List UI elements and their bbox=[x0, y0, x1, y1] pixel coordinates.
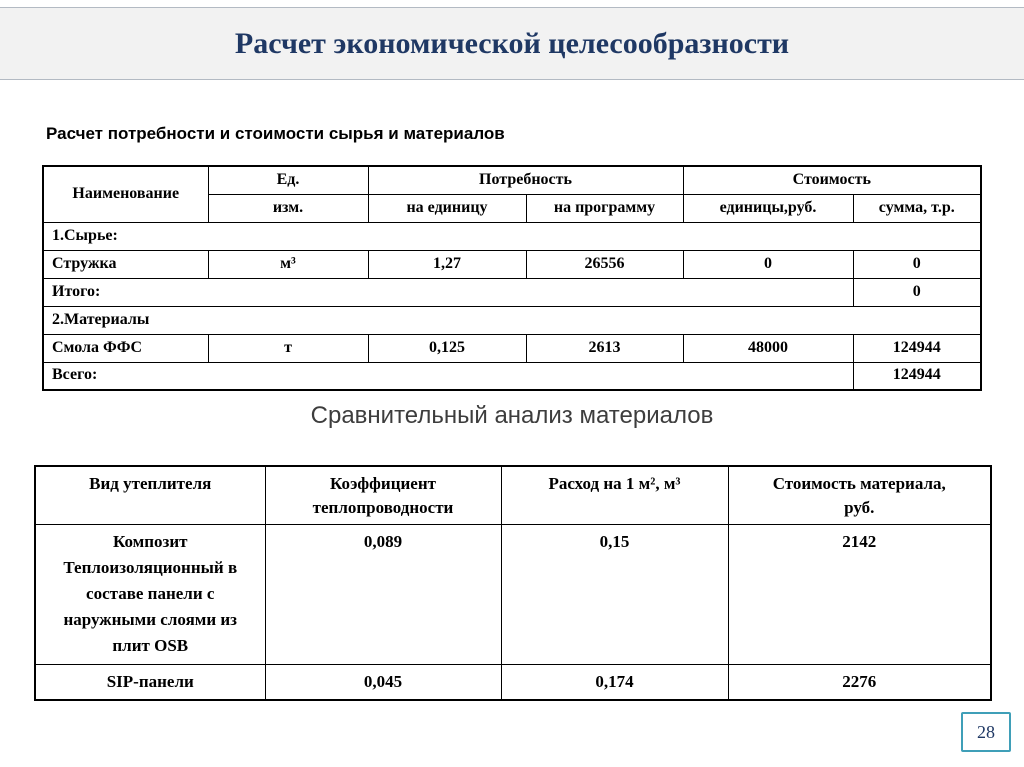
cell-per-unit: 1,27 bbox=[368, 250, 526, 278]
cell-consumption: 0,15 bbox=[501, 525, 728, 665]
total-row-vsego bbox=[43, 362, 981, 390]
cell-per-program: 2613 bbox=[526, 334, 683, 362]
total-value: 0 bbox=[853, 278, 981, 306]
comparison-section-heading: Сравнительный анализ материалов bbox=[310, 402, 714, 429]
t1-header-cost: Стоимость bbox=[683, 166, 981, 194]
materials-table bbox=[42, 165, 982, 391]
cell-total: 0 bbox=[853, 250, 981, 278]
total-label: Всего: bbox=[43, 362, 853, 390]
t1-header-unit-top: Ед. bbox=[208, 166, 368, 194]
t2-header-material-cost: Стоимость материала, руб. bbox=[728, 466, 991, 525]
t1-header-need-per-program: на программу bbox=[526, 194, 683, 222]
t1-header-need: Потребность bbox=[368, 166, 683, 194]
t1-header-cost-per-unit: единицы,руб. bbox=[683, 194, 853, 222]
cell-consumption: 0,174 bbox=[501, 665, 728, 701]
table-row-smola bbox=[43, 334, 981, 362]
cell-material-cost: 2276 bbox=[728, 665, 991, 701]
t2-header-conductivity: Коэффициент теплопроводности bbox=[265, 466, 501, 525]
comparison-table bbox=[34, 465, 992, 701]
cell-name: Стружка bbox=[43, 250, 208, 278]
table-row-struzhka bbox=[43, 250, 981, 278]
slide-title: Расчет экономической целесообразности bbox=[234, 26, 790, 60]
cell-per-unit: 0,125 bbox=[368, 334, 526, 362]
total-row-itogo bbox=[43, 278, 981, 306]
table-row-composite bbox=[35, 525, 991, 665]
cell-unit: м³ bbox=[208, 250, 368, 278]
section-row-raw bbox=[43, 222, 981, 250]
section-row-materials bbox=[43, 306, 981, 334]
cell-per-program: 26556 bbox=[526, 250, 683, 278]
cell-conductivity: 0,089 bbox=[265, 525, 501, 665]
t1-header-name bbox=[43, 166, 208, 222]
cell-insulation-type: Композит Теплоизоляционный в составе панели с наружными слоями из плит OSB bbox=[35, 525, 265, 665]
page-number-box bbox=[961, 712, 1011, 752]
cell-conductivity: 0,045 bbox=[265, 665, 501, 701]
t2-header-consumption: Расход на 1 м², м³ bbox=[501, 466, 728, 525]
cell-insulation-type: SIP-панели bbox=[35, 665, 265, 701]
page-number: 28 bbox=[977, 721, 995, 742]
cell-unit-cost: 48000 bbox=[683, 334, 853, 362]
t1-header-need-per-unit: на единицу bbox=[368, 194, 526, 222]
cell-unit-cost: 0 bbox=[683, 250, 853, 278]
cell-total: 124944 bbox=[853, 334, 981, 362]
cell-unit: т bbox=[208, 334, 368, 362]
section-label-materials: 2.Материалы bbox=[43, 306, 981, 334]
total-label: Итого: bbox=[43, 278, 853, 306]
t1-header-cost-total: сумма, т.р. bbox=[853, 194, 981, 222]
title-band bbox=[0, 7, 1024, 80]
section-label-raw: 1.Сырье: bbox=[43, 222, 981, 250]
t1-header-unit-bottom: изм. bbox=[208, 194, 368, 222]
cell-name: Смола ФФС bbox=[43, 334, 208, 362]
table-row-sip bbox=[35, 665, 991, 701]
t1-header-name-label: Наименование bbox=[72, 185, 180, 203]
comparison-header-row bbox=[35, 466, 991, 525]
t2-header-insulation-type: Вид утеплителя bbox=[35, 466, 265, 525]
materials-section-heading: Расчет потребности и стоимости сырья и материалов bbox=[46, 124, 505, 143]
cell-material-cost: 2142 bbox=[728, 525, 991, 665]
total-value: 124944 bbox=[853, 362, 981, 390]
materials-header-row-1 bbox=[43, 166, 981, 194]
